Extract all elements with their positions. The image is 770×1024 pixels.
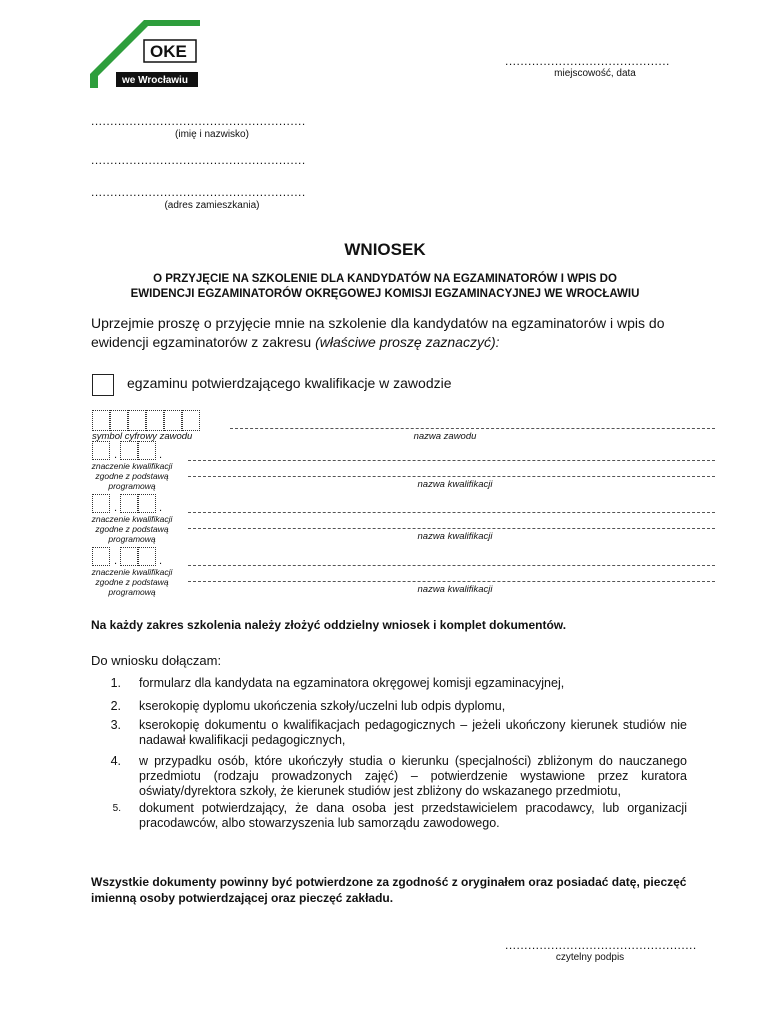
- qual2-name-line-2[interactable]: [188, 528, 715, 529]
- place-date-label: miejscowość, data: [554, 68, 636, 79]
- exam-type-checkbox[interactable]: [92, 374, 114, 396]
- qual2-code-label-3: programową: [108, 534, 156, 544]
- certification-note: Wszystkie dokumenty powinny być potwierdzone za zgodność z oryginałem oraz posiadać datę, pieczęć imienną osoby potwierdzającej oraz pieczęć zakładu.: [91, 875, 687, 905]
- qual3-name-line-2[interactable]: [188, 581, 715, 582]
- symbol-digit-box-5[interactable]: [164, 410, 182, 431]
- qual3-dot-2: .: [159, 555, 163, 567]
- document-title: WNIOSEK: [344, 240, 426, 259]
- signature-label: czytelny podpis: [555, 952, 625, 963]
- symbol-digit-box-1[interactable]: [92, 410, 110, 431]
- attachment-text: formularz dla kandydata na egzaminatora okręgowej komisji egzaminacyjnej,: [139, 676, 565, 690]
- qual1-box-3[interactable]: [138, 441, 156, 460]
- attachment-item-3: [91, 718, 691, 750]
- symbol-label: symbol cyfrowy zawodu: [92, 431, 193, 442]
- profession-name-line[interactable]: [230, 428, 715, 429]
- attachments-heading: Do wniosku dołączam:: [91, 653, 222, 668]
- attachment-number: 5.: [112, 803, 121, 814]
- qual3-box-3[interactable]: [138, 547, 156, 566]
- subtitle-line-1: O PRZYJĘCIE NA SZKOLENIE DLA KANDYDATÓW NA EGZAMINATORÓW I WPIS DO: [153, 273, 617, 285]
- attachment-item-5: [91, 801, 691, 833]
- intro-paragraph: [91, 314, 711, 352]
- qual1-code-label-1: znaczenie kwalifikacji: [91, 461, 173, 471]
- qual1-name-line-2[interactable]: [188, 476, 715, 477]
- intro-italic: (właściwe proszę zaznaczyć):: [315, 334, 500, 350]
- qual1-name-line-1[interactable]: [188, 460, 715, 461]
- logo-text-sub: we Wrocławiu: [122, 75, 188, 86]
- qual2-dot-1: .: [114, 502, 118, 514]
- qual3-code-label: [86, 567, 178, 597]
- symbol-digit-box-4[interactable]: [146, 410, 164, 431]
- logo-text-main: OKE: [150, 42, 187, 61]
- address-label: (adres zamieszkania): [164, 200, 260, 211]
- qual1-dot-1: .: [114, 449, 118, 461]
- name-line[interactable]: ........................................................: [91, 114, 306, 128]
- attachment-text: dokument potwierdzający, że dana osoba jest przedstawicielem pracodawcy, lub organizacji pracodawców, albo stowarzyszenia lub samorządu zawodowego.: [139, 801, 687, 830]
- qual2-box-1[interactable]: [92, 494, 110, 513]
- address-line-2[interactable]: ........................................................: [91, 185, 306, 199]
- qual3-box-1[interactable]: [92, 547, 110, 566]
- qual2-dot-2: .: [159, 502, 163, 514]
- qual1-box-1[interactable]: [92, 441, 110, 460]
- name-label: (imię i nazwisko): [175, 129, 249, 140]
- qual2-name-line-1[interactable]: [188, 512, 715, 513]
- qual3-name-line-1[interactable]: [188, 565, 715, 566]
- signature-line[interactable]: ..................................................: [505, 938, 697, 952]
- profession-name-label: nazwa zawodu: [413, 431, 477, 442]
- separate-application-note: Na każdy zakres szkolenia należy złożyć oddzielny wniosek i komplet dokumentów.: [91, 618, 567, 632]
- qual1-box-2[interactable]: [120, 441, 138, 460]
- symbol-digit-box-2[interactable]: [110, 410, 128, 431]
- qual2-name-label: nazwa kwalifikacji: [417, 531, 493, 542]
- qual2-code-label-1: znaczenie kwalifikacji: [91, 514, 173, 524]
- attachment-text: kserokopię dokumentu o kwalifikacjach pedagogicznych – jeżeli ukończony kierunek studiów nie nadawał kwalifikacji pedagogicznych,: [139, 718, 687, 747]
- qual1-code-label-2: zgodne z podstawą: [95, 471, 169, 481]
- qual2-code-label-2: zgodne z podstawą: [95, 524, 169, 534]
- qual3-code-label-1: znaczenie kwalifikacji: [91, 567, 173, 577]
- qual3-box-2[interactable]: [120, 547, 138, 566]
- intro-text: Uprzejmie proszę o przyjęcie mnie na szkolenie dla kandydatów na egzaminatorów i wpis do ewidencji egzaminatorów z zakresu: [91, 315, 665, 350]
- qual1-dot-2: .: [159, 449, 163, 461]
- exam-type-label: egzaminu potwierdzającego kwalifikacje w zawodzie: [127, 375, 452, 391]
- symbol-digit-box-6[interactable]: [182, 410, 200, 431]
- attachment-item-1: [91, 676, 691, 692]
- qual3-code-label-2: zgodne z podstawą: [95, 577, 169, 587]
- logo-green-base: [90, 76, 98, 88]
- attachment-number: 4.: [110, 754, 121, 768]
- qual1-code-label: [86, 461, 178, 491]
- qual1-name-label: nazwa kwalifikacji: [417, 479, 493, 490]
- address-line-1[interactable]: ........................................................: [91, 153, 306, 167]
- attachment-number: 3.: [110, 718, 121, 732]
- attachment-text: w przypadku osób, które ukończyły studia o kierunku (specjalności) zbliżonym do nauczanego przedmiotu (rodzaju prowadzonych zajęć) – potwierdzenie wystawione przez kuratora oświaty/dyrektora szkoły, że kierunek studiów jest zbliżony do wskazanego przedmiotu,: [139, 754, 687, 798]
- attachment-text: kserokopię dyplomu ukończenia szkoły/uczelni lub odpis dyplomu,: [139, 699, 506, 713]
- qual1-code-label-3: programową: [108, 481, 156, 491]
- qual2-box-3[interactable]: [138, 494, 156, 513]
- qual3-code-label-3: programową: [108, 587, 156, 597]
- attachment-number: 1.: [110, 676, 121, 690]
- attachment-number: 2.: [110, 699, 121, 713]
- attachment-item-2: [91, 699, 691, 715]
- qual3-name-label: nazwa kwalifikacji: [417, 584, 493, 595]
- subtitle-line-2: EWIDENCJI EGZAMINATORÓW OKRĘGOWEJ KOMISJI EGZAMINACYJNEJ WE WROCŁAWIU: [130, 288, 640, 300]
- qual2-code-label: [86, 514, 178, 544]
- place-date-line[interactable]: ...........................................: [505, 54, 670, 68]
- document-subtitle: [60, 272, 710, 302]
- symbol-digit-box-3[interactable]: [128, 410, 146, 431]
- qual3-dot-1: .: [114, 555, 118, 567]
- qual2-box-2[interactable]: [120, 494, 138, 513]
- oke-logo: [90, 16, 200, 88]
